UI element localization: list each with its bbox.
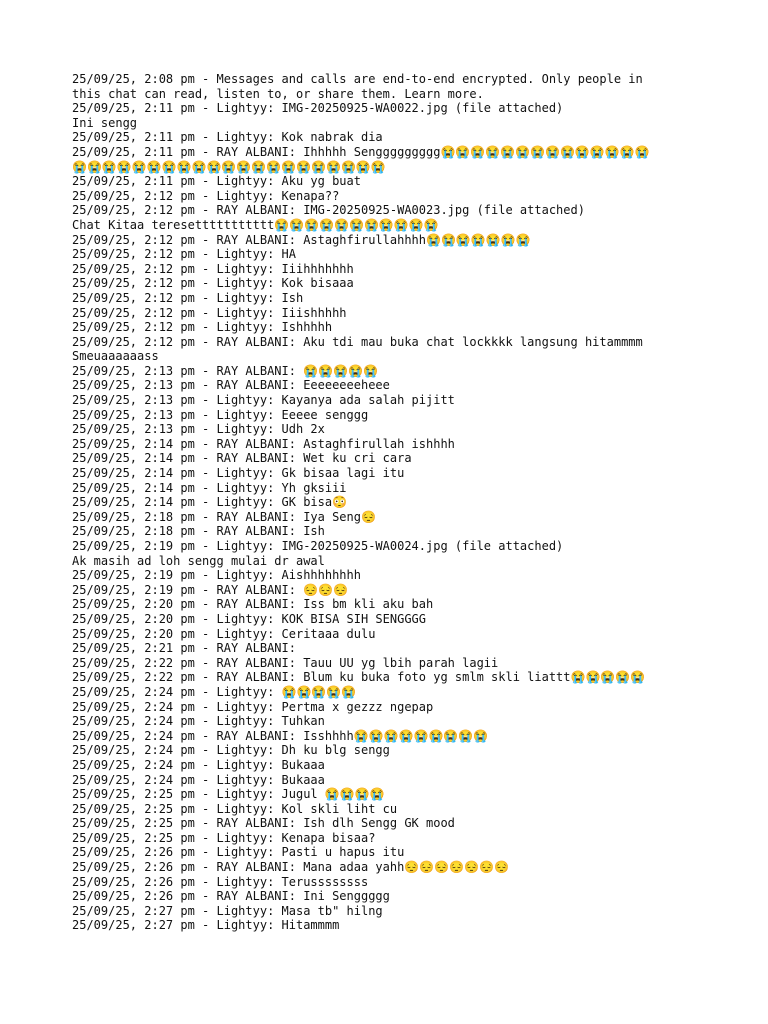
transcript-line: Ini sengg bbox=[72, 115, 138, 130]
transcript-line: 25/09/25, 2:14 pm - RAY ALBANI: Astaghfirullah ishhhh bbox=[72, 436, 455, 451]
transcript-line: 25/09/25, 2:20 pm - RAY ALBANI: Iss bm kli aku bah bbox=[72, 597, 434, 612]
transcript-line: 25/09/25, 2:22 pm - RAY ALBANI: Blum ku buka foto yg smlm skli liattt😭😭😭😭😭 bbox=[72, 670, 646, 685]
transcript-line: 25/09/25, 2:20 pm - Lightyy: Ceritaaa dulu bbox=[72, 626, 376, 641]
transcript-line: 25/09/25, 2:11 pm - Lightyy: Kok nabrak dia bbox=[72, 130, 383, 145]
transcript-line: 25/09/25, 2:13 pm - Lightyy: Eeeee senggg bbox=[72, 407, 369, 422]
transcript-line: 25/09/25, 2:13 pm - RAY ALBANI: Eeeeeeeeheee bbox=[72, 378, 390, 393]
transcript-line: 25/09/25, 2:12 pm - RAY ALBANI: IMG-20250925-WA0023.jpg (file attached) bbox=[72, 203, 585, 218]
transcript-line: 25/09/25, 2:12 pm - Lightyy: Ish bbox=[72, 290, 304, 305]
transcript-line: 25/09/25, 2:11 pm - Lightyy: IMG-20250925-WA0022.jpg (file attached) bbox=[72, 101, 564, 116]
transcript-line: 25/09/25, 2:14 pm - RAY ALBANI: Wet ku cri cara bbox=[72, 451, 412, 466]
transcript-line: 25/09/25, 2:12 pm - Lightyy: Kenapa?? bbox=[72, 188, 340, 203]
transcript-line: 25/09/25, 2:24 pm - Lightyy: Bukaaa bbox=[72, 772, 325, 787]
transcript-line: 25/09/25, 2:19 pm - RAY ALBANI: 😔😔😔 bbox=[72, 582, 349, 597]
transcript-line: 25/09/25, 2:24 pm - Lightyy: Bukaaa bbox=[72, 757, 325, 772]
transcript-line: this chat can read, listen to, or share them. Learn more. bbox=[72, 86, 484, 101]
transcript-line: 25/09/25, 2:24 pm - Lightyy: 😭😭😭😭😭 bbox=[72, 684, 357, 699]
transcript-line: 25/09/25, 2:24 pm - RAY ALBANI: Isshhhh😭😭😭😭😭😭😭😭😭 bbox=[72, 728, 489, 743]
transcript-line: 25/09/25, 2:20 pm - Lightyy: KOK BISA SIH SENGGGG bbox=[72, 611, 427, 626]
transcript-line: 25/09/25, 2:22 pm - RAY ALBANI: Tauu UU yg lbih parah lagii bbox=[72, 655, 499, 670]
transcript-line: 25/09/25, 2:13 pm - Lightyy: Kayanya ada salah pijitt bbox=[72, 393, 455, 408]
transcript-line: 25/09/25, 2:24 pm - Lightyy: Tuhkan bbox=[72, 714, 325, 729]
transcript-line: 25/09/25, 2:18 pm - RAY ALBANI: Ish bbox=[72, 524, 325, 539]
transcript-line: 25/09/25, 2:18 pm - RAY ALBANI: Iya Seng😔 bbox=[72, 509, 376, 524]
transcript-line: 25/09/25, 2:25 pm - Lightyy: Jugul 😭😭😭😭 bbox=[72, 787, 385, 802]
transcript-line: 25/09/25, 2:12 pm - Lightyy: Iiihhhhhhh bbox=[72, 261, 354, 276]
transcript-line: 25/09/25, 2:27 pm - Lightyy: Masa tb" hilng bbox=[72, 903, 383, 918]
transcript-line: Smeuaaaaaass bbox=[72, 349, 159, 364]
transcript-line: 25/09/25, 2:12 pm - Lightyy: Ishhhhh bbox=[72, 320, 333, 335]
transcript-line: 25/09/25, 2:25 pm - RAY ALBANI: Ish dlh Sengg GK mood bbox=[72, 816, 455, 831]
transcript-line: 25/09/25, 2:24 pm - Lightyy: Pertma x gezzz ngepap bbox=[72, 699, 434, 714]
transcript-line: 25/09/25, 2:12 pm - Lightyy: Iiishhhhh bbox=[72, 305, 347, 320]
transcript-line: 25/09/25, 2:11 pm - RAY ALBANI: Ihhhhh Senggggggggg😭😭😭😭😭😭😭😭😭😭😭😭😭😭 bbox=[72, 144, 650, 159]
transcript-line: 25/09/25, 2:26 pm - Lightyy: Pasti u hapus itu bbox=[72, 845, 405, 860]
chat-transcript bbox=[72, 72, 712, 933]
transcript-line: 25/09/25, 2:27 pm - Lightyy: Hitammmm bbox=[72, 918, 340, 933]
transcript-line: 25/09/25, 2:19 pm - Lightyy: Aishhhhhhhh bbox=[72, 568, 361, 583]
transcript-line: 25/09/25, 2:08 pm - Messages and calls are end-to-end encrypted. Only people in bbox=[72, 72, 643, 86]
transcript-line: 25/09/25, 2:12 pm - Lightyy: HA bbox=[72, 247, 296, 262]
transcript-line: 25/09/25, 2:13 pm - Lightyy: Udh 2x bbox=[72, 422, 325, 437]
transcript-line: 25/09/25, 2:14 pm - Lightyy: GK bisa😳 bbox=[72, 495, 348, 510]
transcript-line: 25/09/25, 2:25 pm - Lightyy: Kol skli liht cu bbox=[72, 801, 398, 816]
transcript-line: 25/09/25, 2:26 pm - RAY ALBANI: Ini Senggggg bbox=[72, 889, 390, 904]
transcript-line: 25/09/25, 2:11 pm - Lightyy: Aku yg buat bbox=[72, 174, 361, 189]
transcript-line: 25/09/25, 2:24 pm - Lightyy: Dh ku blg sengg bbox=[72, 743, 390, 758]
transcript-line: 25/09/25, 2:19 pm - Lightyy: IMG-20250925-WA0024.jpg (file attached) bbox=[72, 539, 564, 553]
transcript-line: Ak masih ad loh sengg mulai dr awal bbox=[72, 553, 325, 568]
transcript-line: 25/09/25, 2:21 pm - RAY ALBANI: bbox=[72, 641, 296, 656]
transcript-line: 25/09/25, 2:26 pm - RAY ALBANI: Mana adaa yahh😔😔😔😔😔😔😔 bbox=[72, 860, 509, 875]
transcript-line: 25/09/25, 2:26 pm - Lightyy: Terussssssss bbox=[72, 874, 369, 889]
transcript-line: 25/09/25, 2:12 pm - Lightyy: Kok bisaaa bbox=[72, 276, 354, 291]
transcript-line: 25/09/25, 2:25 pm - Lightyy: Kenapa bisaa? bbox=[72, 830, 376, 845]
transcript-line: 25/09/25, 2:12 pm - RAY ALBANI: Aku tdi mau buka chat lockkkk langsung hitammmm bbox=[72, 334, 643, 349]
transcript-line: 25/09/25, 2:14 pm - Lightyy: Gk bisaa lagi itu bbox=[72, 466, 405, 481]
transcript-line: 25/09/25, 2:13 pm - RAY ALBANI: 😭😭😭😭😭 bbox=[72, 363, 378, 378]
transcript-line: 😭😭😭😭😭😭😭😭😭😭😭😭😭😭😭😭😭😭😭😭😭 bbox=[72, 159, 386, 174]
transcript-line: 25/09/25, 2:12 pm - RAY ALBANI: Astaghfirullahhhh😭😭😭😭😭😭😭 bbox=[72, 232, 531, 247]
transcript-line: 25/09/25, 2:14 pm - Lightyy: Yh gksiii bbox=[72, 480, 347, 495]
transcript-line: Chat Kitaa teresettttttttttt😭😭😭😭😭😭😭😭😭😭😭 bbox=[72, 217, 439, 232]
